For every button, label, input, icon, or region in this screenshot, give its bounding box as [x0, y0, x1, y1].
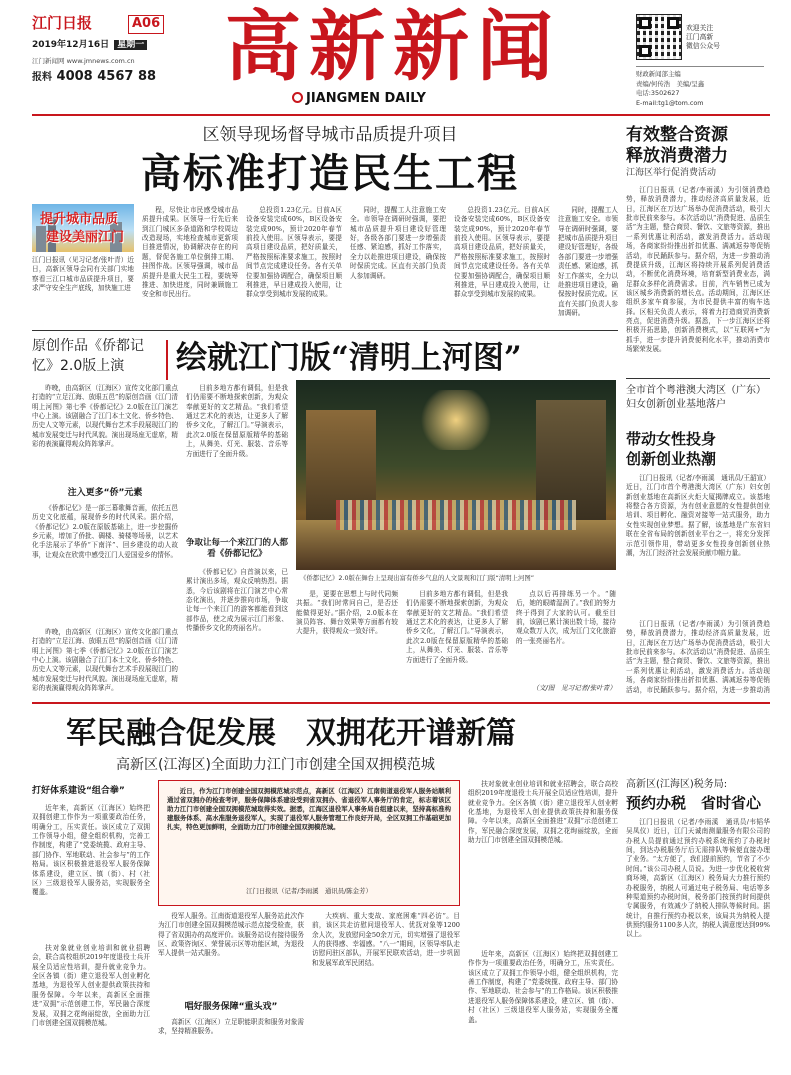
sidebar2-body-cont: 江门日报讯（记者/李雨溪）为引领消费趋势，释放消费潜力，推动经济高质量发展，近日，江海区在万达广场举办促消费活动，吸引大批市民前来参与。本次活动以“消费促进、品质生活”为主题，整合商贸、餐饮、文旅等资源，推出一系列优惠让利活动，激发消费活力。活动现场，各商家纷纷推出折扣优惠、满减返券等促销活动，市民踊跃参与。据介绍，为进一步推动消	[626, 620, 770, 694]
article3-headline: 军民融合促发展 双拥花开谱新篇	[66, 716, 516, 751]
sidebar1-body: 江门日报讯（记者/李雨溪）为引领消费趋势，释放消费潜力，推动经济高质量发展，近日，江海区在万达广场举办促消费活动，吸引大批市民前来参与。本次活动以“消费促进、品质生活”为主题，整合商贸、餐饮、文旅等资源，推出一系列优惠让利活动，激发消费活力。活动现场，各商家纷纷推出折扣优惠、满减返券等促销活动，市民踊跃参与。据介绍，为进一步推动消费提质升级，江海区将持续开展系列促消费活动，不断优化消费环境，培育新型消费业态，满足群众多样化消费需求。目前，汽车销售已成为该区城乡消费新的增长点。活动期间，江海区还组织多家车商参展，为市民提供丰富的购车选择。区相关负责人表示，将着力打造商贸消费新亮点，促进消费升级。据悉，下一步江海区还将积极开拓思路，创新消费模式，以“互联网+”为抓手，进一步提升消费便利化水平，推动消费市场繁荣发展。	[626, 186, 770, 354]
sidebar3-headline: 预约办税 省时省心	[626, 794, 762, 812]
sidebar-divider	[626, 378, 770, 379]
masthead-title-en	[292, 91, 426, 108]
editor-line: 责编/何传浩 美编/呈鑫	[636, 79, 705, 88]
date: 2019年12月16日	[32, 40, 110, 50]
stage-photo	[296, 380, 616, 570]
article3-column-4: 扶对象就业创业培训和就业招聘会，联合高校组织2019年度退役士兵开展全员适应性培训，提升就业竞争力。全区各镇（街）建立退役军人创业孵化基地，为退役军人创业提供政策扶持和服务保障。今年以来，高新区全面推进“双拥”示范创建工作，军民融合深度发展，双拥之花绚丽绽放，全面助力江门市创建全国双拥模范城。	[468, 780, 618, 845]
hotline-label: 报料	[32, 72, 52, 83]
article3-column-1b: 扶对象就业创业培训和就业招聘会，联合高校组织2019年度退役士兵开展全员适应性培训，提升就业竞争力。全区各镇（街）建立退役军人创业孵化基地，为退役军人创业提供政策扶持和服务保障。今年以来，高新区全面推进“双拥”示范创建工作，军民融合深度发展，双拥之花绚丽绽放，全面助力江门市创建全国双拥模范城。	[32, 944, 150, 1027]
section-divider	[32, 330, 618, 331]
page-number-badge	[128, 15, 164, 34]
article1-column: 程，尽快让市民感受城市品质提升成果。区领导一行先后来到江门城区多条道路和学校周边改造现场，实地检查城市更新项目推进情况，协调解决存在的问题，督促各施工单位倒排工期、挂图作战。区领导强调，城市品质提升是重大民生工程，要统筹推进、加快进度，同时兼顾施工安全和市民出行。	[142, 206, 238, 299]
article1-column: 同时，提醒工人注意施工安全。市领导在调研时强调，要把城市品质提升项目建设好管理好，各级各部门要进一步增强责任感、紧迫感，抓好工作落实，全力以赴推进项目建设，确保按时保质完成。区直有关部门负责人参加调研。	[558, 206, 618, 317]
sidebar2-headline: 带动女性投身	[626, 430, 717, 448]
banner-line-2: 建设美丽江门	[46, 230, 125, 245]
article1-column: 总投资1.23亿元。目前A区设备安装完成60%，B区设备安装完成90%，预计2020年春节前投入使用。区领导表示，要提高项目建设品质，把好质量关，严格按照标准要求施工，按照时间节点完成建设任务。各有关单位要加强协调配合，确保项目顺利推进，早日建成投入使用，让群众享受到城市发展的成果。	[454, 206, 550, 299]
divider	[636, 66, 764, 67]
masthead-rule	[32, 114, 770, 116]
article3-column-3: 大疾病、重大变故、家庭困难“四必访”。目前，该区共走访慰问退役军人、优抚对象等1200余人次，发放慰问金50余万元，切实增强了退役军人的获得感、幸福感。“八一”期间，区领导率队走访慰问驻区部队，开展军民联欢活动，进一步巩固和发展军政军民团结。	[312, 912, 460, 967]
qr-caption-line: 微信公众号	[686, 42, 720, 51]
article2-subhead: 争取让每一个来江门的人都看《侨都记忆》	[186, 538, 289, 560]
website: 江门新闻网 www.jmnews.com.cn	[32, 57, 135, 65]
article3-subhead: 高新区(江海区)全面助力江门市创建全国双拥模范城	[116, 757, 435, 773]
article1-column: 同时，提醒工人注意施工安全。市领导在调研时强调，要把城市品质提升项目建设好管理好，各级各部门要进一步增强责任感、紧迫感，抓好工作落实，全力以赴推进项目建设，确保按时保质完成。区直有关部门负责人参加调研。	[350, 206, 446, 280]
article2-subhead: 注入更多“侨”元素	[67, 488, 143, 498]
article3-column-1: 近年来，高新区（江海区）始终把双拥创建工作作为一项重要政治任务，明确分工，压实责任。该区成立了双拥工作领导小组，健全组织机构，完善工作制度，构建了“党委统揽、政府主导、部门协作、军地联动、社会参与”的工作格局。该区积极推进退役军人服务保障体系建设，建立区、镇（街）、村（社区）三级退役军人服务站，实现服务全覆盖。	[32, 804, 150, 897]
qr-caption-line: 江门高新	[686, 33, 714, 42]
qr-caption	[686, 24, 720, 52]
sidebar2-kicker: 全市首个粤港澳大湾区（广东）妇女创新创业基地落户	[626, 385, 766, 410]
banner-line-1: 提升城市品质	[40, 212, 119, 227]
sidebar1-kicker: 有效整合资源	[626, 125, 728, 145]
masthead-left	[32, 14, 172, 104]
editor-line: E-mail:tg1@tom.com	[636, 98, 704, 107]
qr-caption-line: 欢迎关注	[686, 24, 714, 32]
sidebar3-kicker: 高新区(江海区)税务局:	[626, 779, 728, 790]
article2-byline: （文/图 见习记者/张叶青）	[532, 684, 616, 692]
editor-line: 电话:3502627	[636, 89, 680, 98]
lead-box	[158, 780, 460, 906]
sidebar3-body: 江门日报讯（记者/李雨溪 通讯员/韦韬华 吴凤仪）近日，江门天诚南测量服务有限公司的办税人员提前通过预约办税系统预约了办税时间，到达办税服务厅后无需排队等候便直接办理了业务。“太方便了，我们提前预约，节省了不少时间。”该公司办税人员说。为进一步优化税收营商环境，高新区（江海区）税务局大力推行预约办税服务，纳税人可通过电子税务局、电话等多种渠道预约办税时间，税务部门按预约时间提供专属服务，有效减少了纳税人排队等候时间。据统计，自推行预约办税以来，该局共为纳税人提供预约服务1100多人次，纳税人满意度达到99%以上。	[626, 818, 770, 939]
sidebar2-headline-2: 创新创业热潮	[626, 450, 717, 468]
heading-rule	[166, 340, 168, 380]
sidebar2-body: 江门日报讯（记者/李雨溪 通讯员/王韶宣）近日，江门市首个粤港澳大湾区（广东）妇女创新创业基地在高新区火炬大厦揭牌成立。该基地将整合各方资源，为有创业意愿的女性提供创业培训、项目孵化、融资对接等一站式服务，助力女性实现创业梦想。据了解，该基地是广东省妇联在全省布局的创新创业平台之一，将充分发挥示范引领作用，带动更多女性投身创新创业热潮，为江门经济社会发展贡献巾帼力量。	[626, 474, 770, 557]
article2-column-3b: 目前多地方都有调侃，但是我们仍需要不断地探索创新，为观众奉献更好的文艺精品。“我们希望通过艺术化的表达，让更多人了解侨乡文化，了解江门。”导演表示，此次2.0版在保留原版精华的基础上，从舞美、灯光、服装、音乐等方面进行了全面升级。	[406, 590, 508, 664]
article3-subhead-2: 唱好服务保障“重头戏”	[184, 1002, 278, 1012]
article3-column-2b: 高新区（江海区）立足职能职责和服务对象需求，坚持精准服务。	[158, 1018, 304, 1036]
masthead-title: 高新新闻	[225, 2, 561, 91]
article1-kicker: 区领导现场督导城市品质提升项目	[202, 125, 458, 145]
article2-column-2: 目前多地方都有调侃，但是我们仍需要不断地探索创新，为观众奉献更好的文艺精品。“我们希望通过艺术化的表达，让更多人了解侨乡文化，了解江门。”导演表示，此次2.0版在保留原版精华的基础上，从舞美、灯光、服装、音乐等方面进行了全面升级。	[186, 384, 288, 458]
city-banner	[32, 204, 134, 252]
article2-column-4: 点以后再排练另一个。“随后，她的眼睛湿润了。”我们的努力终于得到了大家的认可。截至目前，该剧已累计演出数十场，接待观众数万人次，成为江门文化旅游的一张亮丽名片。	[516, 590, 616, 645]
article2-sub1-body: 昨晚，由高新区（江海区）宣传文化部门重点打造的“立足江海、放眼五邑”的原创音画《江门清明上河图》第七季《侨都记忆》2.0版在江门演艺中心上演。该剧融合了江门本土文化、侨乡特色、历史人文等元素，以现代舞台艺术手段展现江门的城市发展变迁与时代风貌。演出现场座无虚席，精彩的表演赢得观众阵阵掌声。	[32, 628, 178, 693]
article1-column: 总投资1.23亿元。目前A区设备安装完成60%，B区设备安装完成90%，预计2020年春节前投入使用。区领导表示，要提高项目建设品质，把好质量关，严格按照标准要求施工，按照时间节点完成建设任务。各有关单位要加强协调配合，确保项目顺利推进，早日建成投入使用，让群众享受到城市发展的成果。	[246, 206, 342, 299]
article3-column-2: 役军人服务。江南街道退役军人服务站此次作为江门市创建全国双拥模范城示范点接受检查，获得了省双拥办的高度评价。该服务站设有接待服务区、政策咨询区、荣誉展示区等功能区域，为退役军人提供一站式服务。	[158, 912, 304, 958]
article2-column-3: 是，更要在思想上与时代同频共振。“我们时常问自己，是否还能做得更好。”据介绍，2.0版本在演员阵容、舞台效果等方面都有较大提升，获得观众一致好评。	[296, 590, 398, 636]
sidebar1-subhead: 江海区举行促消费活动	[626, 168, 717, 178]
compass-icon	[292, 92, 303, 103]
section-rule	[32, 702, 770, 704]
article2-side-heading: 原创作品《侨都记忆》2.0版上演	[32, 338, 144, 375]
article3-lead-subhead: 打好体系建设“组合拳”	[32, 786, 125, 796]
article3-column-4b: 近年来，高新区（江海区）始终把双拥创建工作作为一项重要政治任务，明确分工，压实责任。该区成立了双拥工作领导小组，健全组织机构，完善工作制度，构建了“党委统揽、政府主导、部门协作、军地联动、社会参与”的工作格局。该区积极推进退役军人服务保障体系建设，建立区、镇（街）、村（社区）三级退役军人服务站，实现服务全覆盖。	[468, 950, 618, 1024]
paper-name: 江门日报	[32, 14, 93, 32]
editor-info	[636, 70, 704, 108]
lead-box-byline: 江门日报讯（记者/李雨溪 通讯员/陈金芳）	[246, 887, 372, 895]
article2-sub2-body: 《侨都记忆》自首演以来，已累计演出多场，观众反响热烈。据悉，今后该剧将在江门演艺中心常态化演出，并逐步推向市场，争取让每一个来江门的游客都能看到这部作品，使之成为展示江门形象、传播侨乡文化的亮丽名片。	[186, 568, 288, 633]
article2-headline: 绘就江门版“清明上河图”	[176, 340, 522, 376]
hotline	[32, 69, 156, 86]
weekday-badge: 星期一	[114, 40, 147, 50]
photo-caption: 《侨都记忆》2.0版在舞台上呈现出富有侨乡气息的人文景观和江门版“清明上河图”	[300, 574, 535, 582]
article1-column: 江门日报讯（见习记者/张叶青）近日，高新区领导会同有关部门实地察看三江口城市品质提升项目，要求严守安全生产底线，加快施工进	[32, 256, 134, 293]
lead-box-text: 近日，作为江门市创建全国双拥模范城示范点，高新区（江海区）江南街道退役军人服务站顺利通过省双拥办的检查考评，服务保障体系建设受到省双拥办、省退役军人事务厅的肯定，标志着该区助力江门市创建全国双拥模范城取得实效。据悉，江海区退役军人事务局自组建以来，坚持高标准构建服务体系、高水准服务退役军人，实现了退役军人服务管理工作良好开局，全区双拥工作基础更加扎实，特色更加鲜明，全面助力江门市创建全国双拥模范城。	[167, 787, 451, 832]
article2-body: 昨晚，由高新区（江海区）宣传文化部门重点打造的“立足江海、放眼五邑”的原创音画《江门清明上河图》第七季《侨都记忆》2.0版在江门演艺中心上演。该剧融合了江门本土文化、侨乡特色、历史人文等元素，以现代舞台艺术手段展现江门的城市发展变迁与时代风貌。演出现场座无虚席，精彩的表演赢得观众阵阵掌声。	[32, 384, 178, 449]
page-number: A06	[132, 16, 161, 31]
sidebar1-kicker-2: 释放消费潜力	[626, 146, 728, 166]
masthead-title-block	[208, 2, 578, 110]
issue-date	[32, 40, 147, 52]
title-en-text: JIANGMEN DAILY	[306, 91, 426, 106]
hotline-number: 4008 4567 88	[56, 69, 157, 84]
article1-headline: 高标准打造民生工程	[141, 150, 519, 197]
editor-line: 财政新闻部主编	[636, 70, 681, 78]
article2-sub1-body: 《侨都记忆》是一部三幕歌舞音画，依托五邑历史文化底蕴，展现侨乡的时代风采。据介绍，《侨都记忆》2.0版在原版基础上，进一步挖掘侨乡元素，增加了侨批、碉楼、骑楼等场景，以艺术化手法展示了华侨“下南洋”、回乡建设的动人故事，让观众在欣赏中感受江门人爱国爱乡的情怀。	[32, 504, 178, 559]
qr-code	[636, 14, 682, 60]
